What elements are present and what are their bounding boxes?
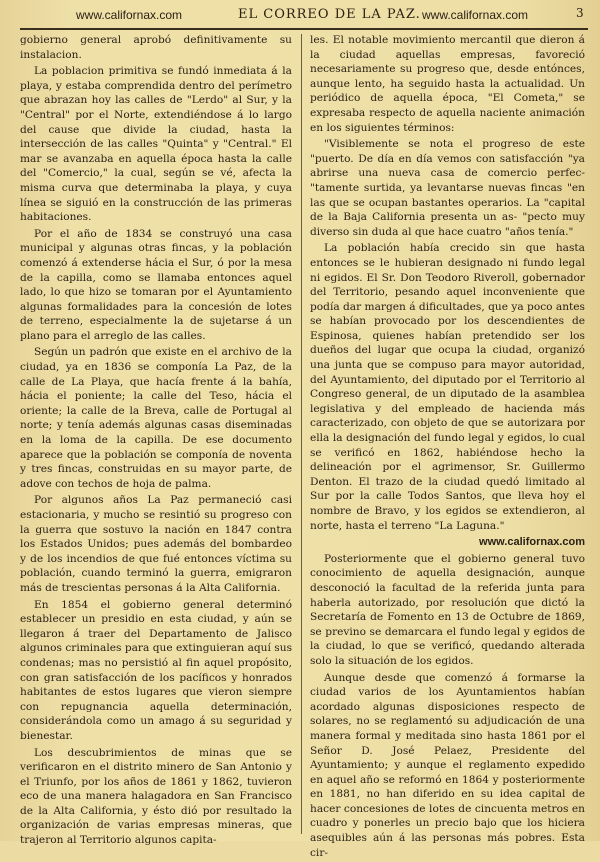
left-column	[20, 33, 292, 850]
paragraph: La población había crecido sin que hasta entonces se le hubieran designado ni fundo legal ni egidos. El Sr. Don Teodoro Riveroll, gobernador del Territorio, pesando aquel inconveniente que podía dar margen á dificultades, que ya poco antes se habían provocado por los descendientes de Espinosa, quienes habían pretendido ser los dueños del lugar que ocupa la ciudad, organizó una junta que se compuso para mayor autoridad, del Ayuntamiento, del diputado por el Territorio al Congreso general, de un diputado de la asamblea legislativa y del empleado de hacienda más caracterizado, con objeto de que se autorizara por ella la designación del fundo legal y egidos, lo cual se verificó en 1862, habiéndose hecho la delineación por el agrimensor, Sr. Guillermo Denton. El trazo de la ciudad quedó limitado al Sur por la calle Todos Santos, que lleva hoy el nombre de Bravo, y los egidos se extendieron, al norte, hasta el terreno "La Laguna."	[310, 242, 585, 532]
paragraph: Por algunos años La Paz permaneció casi estacionaria, y mucho se resintió su progreso con la guerra que sostuvo la nación en 1847 contra los Estados Unidos; pues además del bombardeo y de los incendios de que fué entonces víctima su población, cuando terminó la guerra, emigraron más de trescientas personas á la Alta California.	[20, 494, 292, 594]
paragraph: En 1854 el gobierno general determinó establecer un presidio en esta ciudad, y aún se llegaron á traer del Departamento de Jalisco algunos criminales para que extinguieran aquí sus condenas; mas no persistió al fin aquel propósito, con gran satisfacción de los pacíficos y honrados habitantes de estos lugares que vieron siempre con repugnancia aquella determinación, considerándola como un amago á su seguridad y bienestar.	[20, 598, 292, 742]
header-url-left: www.californax.com	[76, 8, 183, 22]
paragraph: Los descubrimientos de minas que se verificaron en el distrito minero de San Antonio y el Triunfo, por los años de 1861 y 1862, tuvieron eco de una manera halagadora en San Francisco de la Alta California, y ésto dió por resultado la organización de varias empresas mineras, que trajeron al Territorio algunos capita-	[20, 746, 292, 847]
header-rule	[20, 28, 588, 30]
paragraph: La poblacion primitiva se fundó inmediata á la playa, y estaba comprendida dentro del perímetro que abrazan hoy las calles de "Lerdo" al Sur, y la "Central" por el Norte, extendiéndose á lo largo del cause que divide la ciudad, hasta la intersección de las calles "Quinta" y "Central." El mar se avanzaba en aquella época hasta la calle del "Comercio," la cual, según se vé, afecta la misma curva que determinaba la playa, y cuya línea se siguió en la construcción de las primeras habitaciones.	[20, 65, 292, 224]
paragraph: Posteriormente que el gobierno general tuvo conocimiento de aquella designación, aunque desconoció la facultad de la referida junta para haberla autorizado, por resolución que dictó la Secretaría de Fomento en 13 de Octubre de 1869, se previno se demarcara el fundo legal y egidos de la ciudad, lo que se verificó, quedando alterada solo la situación de los egidos.	[310, 552, 585, 667]
paragraph: gobierno general aprobó definitivamente su instalacion.	[20, 34, 292, 61]
paragraph: les. El notable movimiento mercantil que dieron á la ciudad aquellas empresas, favoreció necesariamente su progreso que, desde entónces, aunque lento, ha seguido hasta la actualidad. Un periódico de aquella época, "El Cometa," se expresaba respecto de aquella naciente animación en los siguientes términos:	[310, 34, 585, 134]
right-column	[310, 33, 585, 862]
page-header	[50, 6, 590, 24]
quote-paragraph: "Visiblemente se nota el progreso de este "puerto. De día en día vemos con satisfacción "ya abrirse una nueva casa de comercio perfec- "tamente surtida, ya levantarse nuevas fincas "en las que se ocupan bastantes operarios. La "capital de la Baja California presenta un as- "pecto muy diverso sin duda al que hace cuatro "años tenía."	[310, 138, 585, 238]
page-number: 3	[576, 6, 584, 20]
paragraph: Aunque desde que comenzó á formarse la ciudad varios de los Ayuntamientos habían acordado algunas disposiciones respecto de solares, no se reglamentó su adjudicación de una manera formal y meditada sino hasta 1861 por el Señor D. José Pelaez, Presidente del Ayuntamiento; y aunque el reglamento expedido en aquel año se reformó en 1864 y posteriormente en 1881, no han diferido en su idea capital de hacer concesiones de lotes de cincuenta metros en cuadro y ponerles un precio bajo que los hiciera asequibles aún á las personas más pobres. Esta cir-	[310, 671, 585, 859]
masthead-title: EL CORREO DE LA PAZ.	[238, 7, 421, 22]
paragraph: Según un padrón que existe en el archivo de la ciudad, ya en 1836 se componía La Paz, de la calle de La Playa, que hacía frente á la bahía, hácia el poniente; la calle del Teso, hácia el oriente; la calle de la Breva, calle de Portugal al norte; y tenía además algunas casas diseminadas en la loma de la capilla. De ese documento aparece que la población se componía de noventa y tres fincas, construidas en su mayor parte, de adove con techos de hoja de palma.	[20, 346, 292, 490]
header-url-right: www.californax.com	[422, 8, 529, 22]
column-divider	[301, 34, 302, 834]
paragraph: Por el año de 1834 se construyó una casa municipal y algunas otras fincas, y la población comenzó á extenderse hácia el Sur, ó por la mesa de la capilla, como se llamaba entonces aquel lado, lo que hizo se tomaran por el Ayuntamiento algunas formalidades para la concesión de lotes de terreno, especialmente la de sujetarse á un plano para el arreglo de las calles.	[20, 227, 292, 342]
watermark-url: www.californax.com	[479, 536, 585, 549]
